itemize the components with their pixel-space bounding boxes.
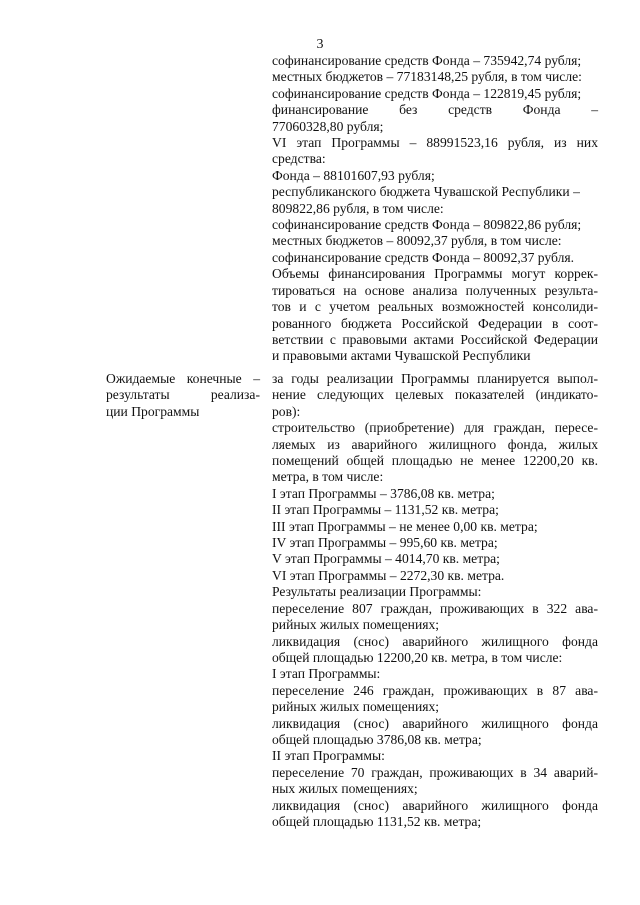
text-line: метра, в том числе: xyxy=(272,469,384,485)
text-line: ров): xyxy=(272,403,301,419)
text-line: строительство (приобретение) для граждан, пересе- xyxy=(272,420,598,436)
text-line: ликвидация (снос) аварийного жилищного фонда xyxy=(272,715,598,731)
text-line: тироваться на основе анализа полученных результа- xyxy=(272,282,598,298)
label-line: Ожидаемые конечные – xyxy=(106,371,260,386)
text-line: IV этап Программы – 995,60 кв. метра; xyxy=(272,535,498,551)
text-line: и правовыми актами Чувашской Республики xyxy=(272,348,531,364)
text-line: переселение 807 граждан, проживающих в 322 ава- xyxy=(272,600,598,616)
text-line: VI этап Программы – 2272,30 кв. метра. xyxy=(272,567,505,583)
text-line: местных бюджетов – 77183148,25 рубля, в том числе: xyxy=(272,69,582,85)
text-line: софинансирование средств Фонда – 122819,45 рубля; xyxy=(272,85,582,101)
text-line: ликвидация (снос) аварийного жилищного фонда xyxy=(272,797,598,813)
text-line: помещений общей площадью не менее 12200,20 кв. xyxy=(272,453,598,469)
funding-volumes-text xyxy=(272,53,598,365)
text-line: 809822,86 рубля, в том числе: xyxy=(272,200,444,216)
text-line: рийных жилых помещениях; xyxy=(272,617,440,633)
page-number: 3 xyxy=(316,37,324,52)
text-line: тов и с учетом реальных возможностей консолиди- xyxy=(272,299,598,315)
text-line: Результаты реализации Программы: xyxy=(272,584,482,600)
text-line: общей площадью 3786,08 кв. метра; xyxy=(272,731,482,747)
text-line: общей площадью 1131,52 кв. метра; xyxy=(272,813,482,829)
text-line: рованного бюджета Российской Федерации в соот- xyxy=(272,315,598,331)
text-line: переселение 70 граждан, проживающих в 34 аварий- xyxy=(272,764,598,780)
text-line: II этап Программы: xyxy=(272,748,385,764)
text-line: софинансирование средств Фонда – 809822,86 рубля; xyxy=(272,217,582,233)
text-line: переселение 246 граждан, проживающих в 87 ава- xyxy=(272,682,598,698)
text-line: VI этап Программы – 88991523,16 рубля, из них xyxy=(272,135,598,151)
text-line: рийных жилых помещениях; xyxy=(272,699,440,715)
text-line: II этап Программы – 1131,52 кв. метра; xyxy=(272,502,499,518)
text-line: Объемы финансирования Программы могут коррек- xyxy=(272,266,598,282)
text-line: V этап Программы – 4014,70 кв. метра; xyxy=(272,551,500,567)
text-line: средства: xyxy=(272,151,326,167)
expected-results-text xyxy=(272,371,598,830)
text-line: нение следующих целевых показателей (индикато- xyxy=(272,387,598,403)
text-line: республиканского бюджета Чувашской Республики – xyxy=(272,184,580,200)
text-line: за годы реализации Программы планируется выпол- xyxy=(272,371,598,386)
text-line: I этап Программы: xyxy=(272,666,381,682)
label-line: ции Программы xyxy=(106,403,200,419)
text-line: софинансирование средств Фонда – 735942,74 рубля; xyxy=(272,53,582,68)
label-line: результаты реализа- xyxy=(106,387,260,403)
text-line: ликвидация (снос) аварийного жилищного фонда xyxy=(272,633,598,649)
text-line: местных бюджетов – 80092,37 рубля, в том числе: xyxy=(272,233,562,249)
text-line: софинансирование средств Фонда – 80092,37 рубля. xyxy=(272,249,575,265)
text-line: I этап Программы – 3786,08 кв. метра; xyxy=(272,485,495,501)
text-line: Фонда – 88101607,93 рубля; xyxy=(272,167,435,183)
text-line: ляемых из аварийного жилищного фонда, жилых xyxy=(272,436,598,452)
text-line: финансирование без средств Фонда – xyxy=(272,102,598,118)
text-line: ветствии с правовыми актами Российской Федерации xyxy=(272,331,598,347)
expected-results-label xyxy=(106,371,260,420)
text-line: ных жилых помещениях; xyxy=(272,781,418,797)
text-line: III этап Программы – не менее 0,00 кв. метра; xyxy=(272,518,538,534)
text-line: общей площадью 12200,20 кв. метра, в том числе: xyxy=(272,649,563,665)
text-line: 77060328,80 рубля; xyxy=(272,118,384,134)
